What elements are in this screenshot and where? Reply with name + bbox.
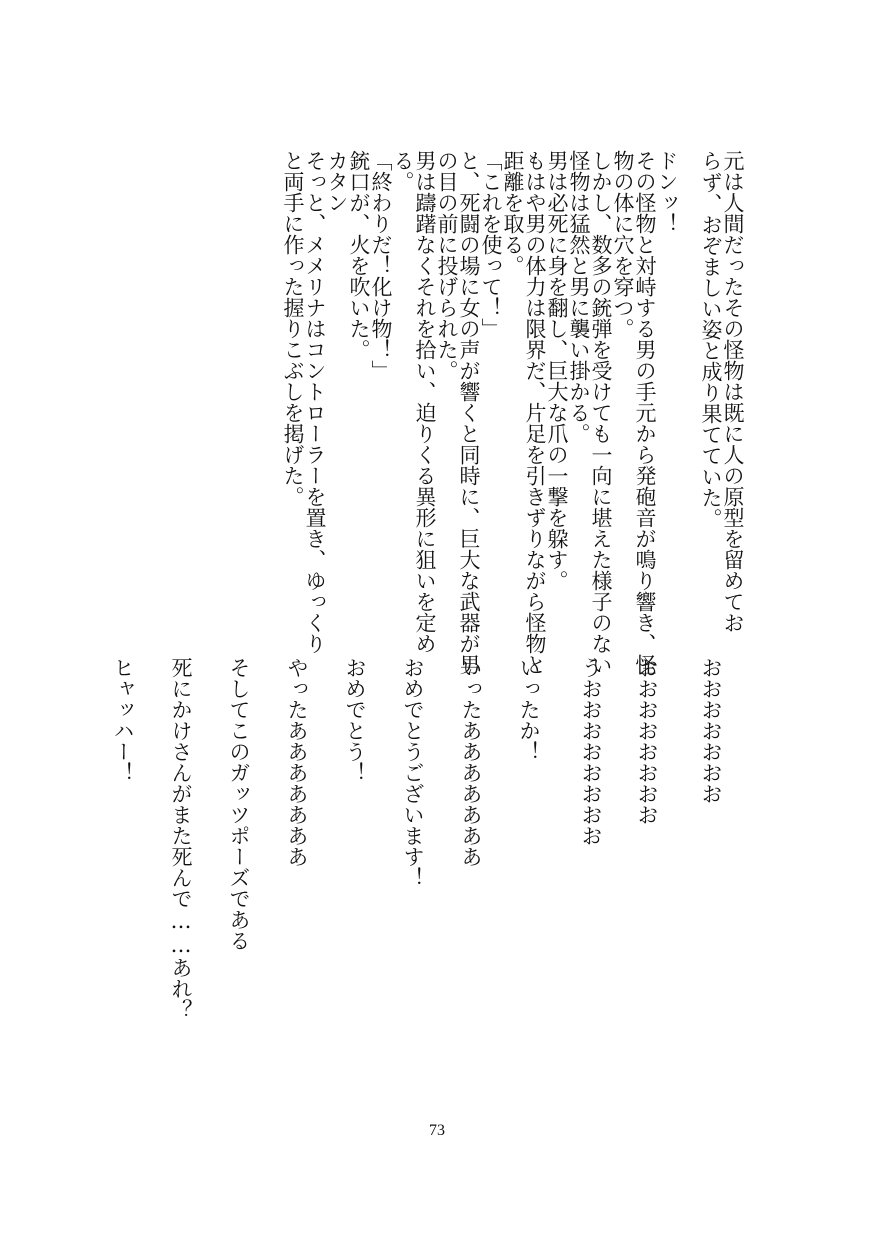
text-column: る。 (391, 150, 415, 192)
text-column: しかし、数多の銃弾を受けても一向に堪えた様子のない (589, 150, 613, 675)
text-column: おおおおおおお (699, 657, 723, 804)
text-column: 男は躊躇なくそれを拾い、迫りくる異形に狙いを定め (413, 150, 437, 654)
text-column: おめでとう！ (343, 657, 367, 783)
text-column: そっと、メメリナはコントローラーを置き、ゆっくり (303, 150, 327, 654)
text-column: いったか！ (517, 657, 541, 762)
text-column: カタン (325, 150, 349, 213)
text-column: ドンッ！ (655, 150, 679, 234)
text-column: の目の前に投げられた。 (435, 150, 459, 381)
text-column: いったあああああああ (459, 657, 483, 867)
text-column: ず、おぞましい姿と成り果てていた。 (699, 172, 723, 529)
text-column: と、死闘の場に女の声が響くと同時に、巨大な武器が男 (457, 150, 481, 675)
text-column: もはや男の体力は限界だ、片足を引きずりながら怪物と (523, 150, 547, 675)
text-column: やったあああああああ (285, 657, 309, 867)
page-number: 73 (429, 1122, 445, 1139)
text-column: 「これを使って！」 (479, 150, 503, 339)
text-column: おおおおおおおお (635, 657, 659, 825)
text-column: その怪物と対峙する男の手元から発砲音が鳴り響き、怪 (633, 150, 657, 675)
text-column: 怪物は猛然と男に襲い掛かる。 (567, 150, 591, 444)
text-column: 「終わりだ！化け物！」 (369, 150, 393, 381)
text-column: ヒャッハー！ (111, 657, 135, 783)
text-column: 距離を取る。 (501, 150, 525, 276)
text-column: と両手に作った握りこぶしを掲げた。 (281, 150, 305, 507)
text-column: 元は人間だったその怪物は既に人の原型を留めてお (721, 150, 745, 633)
text-column: うおおおおおおおお (579, 657, 603, 846)
text-column: おめでとうございます！ (401, 657, 425, 888)
text-column: 死にかけさんがまた死んで……あれ？ (169, 657, 193, 1020)
text-column: そしてこのガッツポーズである (227, 657, 251, 951)
text-column: 男は必死に身を翻し、巨大な爪の一撃を躱す。 (545, 150, 569, 591)
text-column: 銃口が、火を吹いた。 (347, 150, 371, 360)
text-column: ら (699, 150, 723, 171)
text-column: 物の体に穴を穿つ。 (611, 150, 635, 339)
